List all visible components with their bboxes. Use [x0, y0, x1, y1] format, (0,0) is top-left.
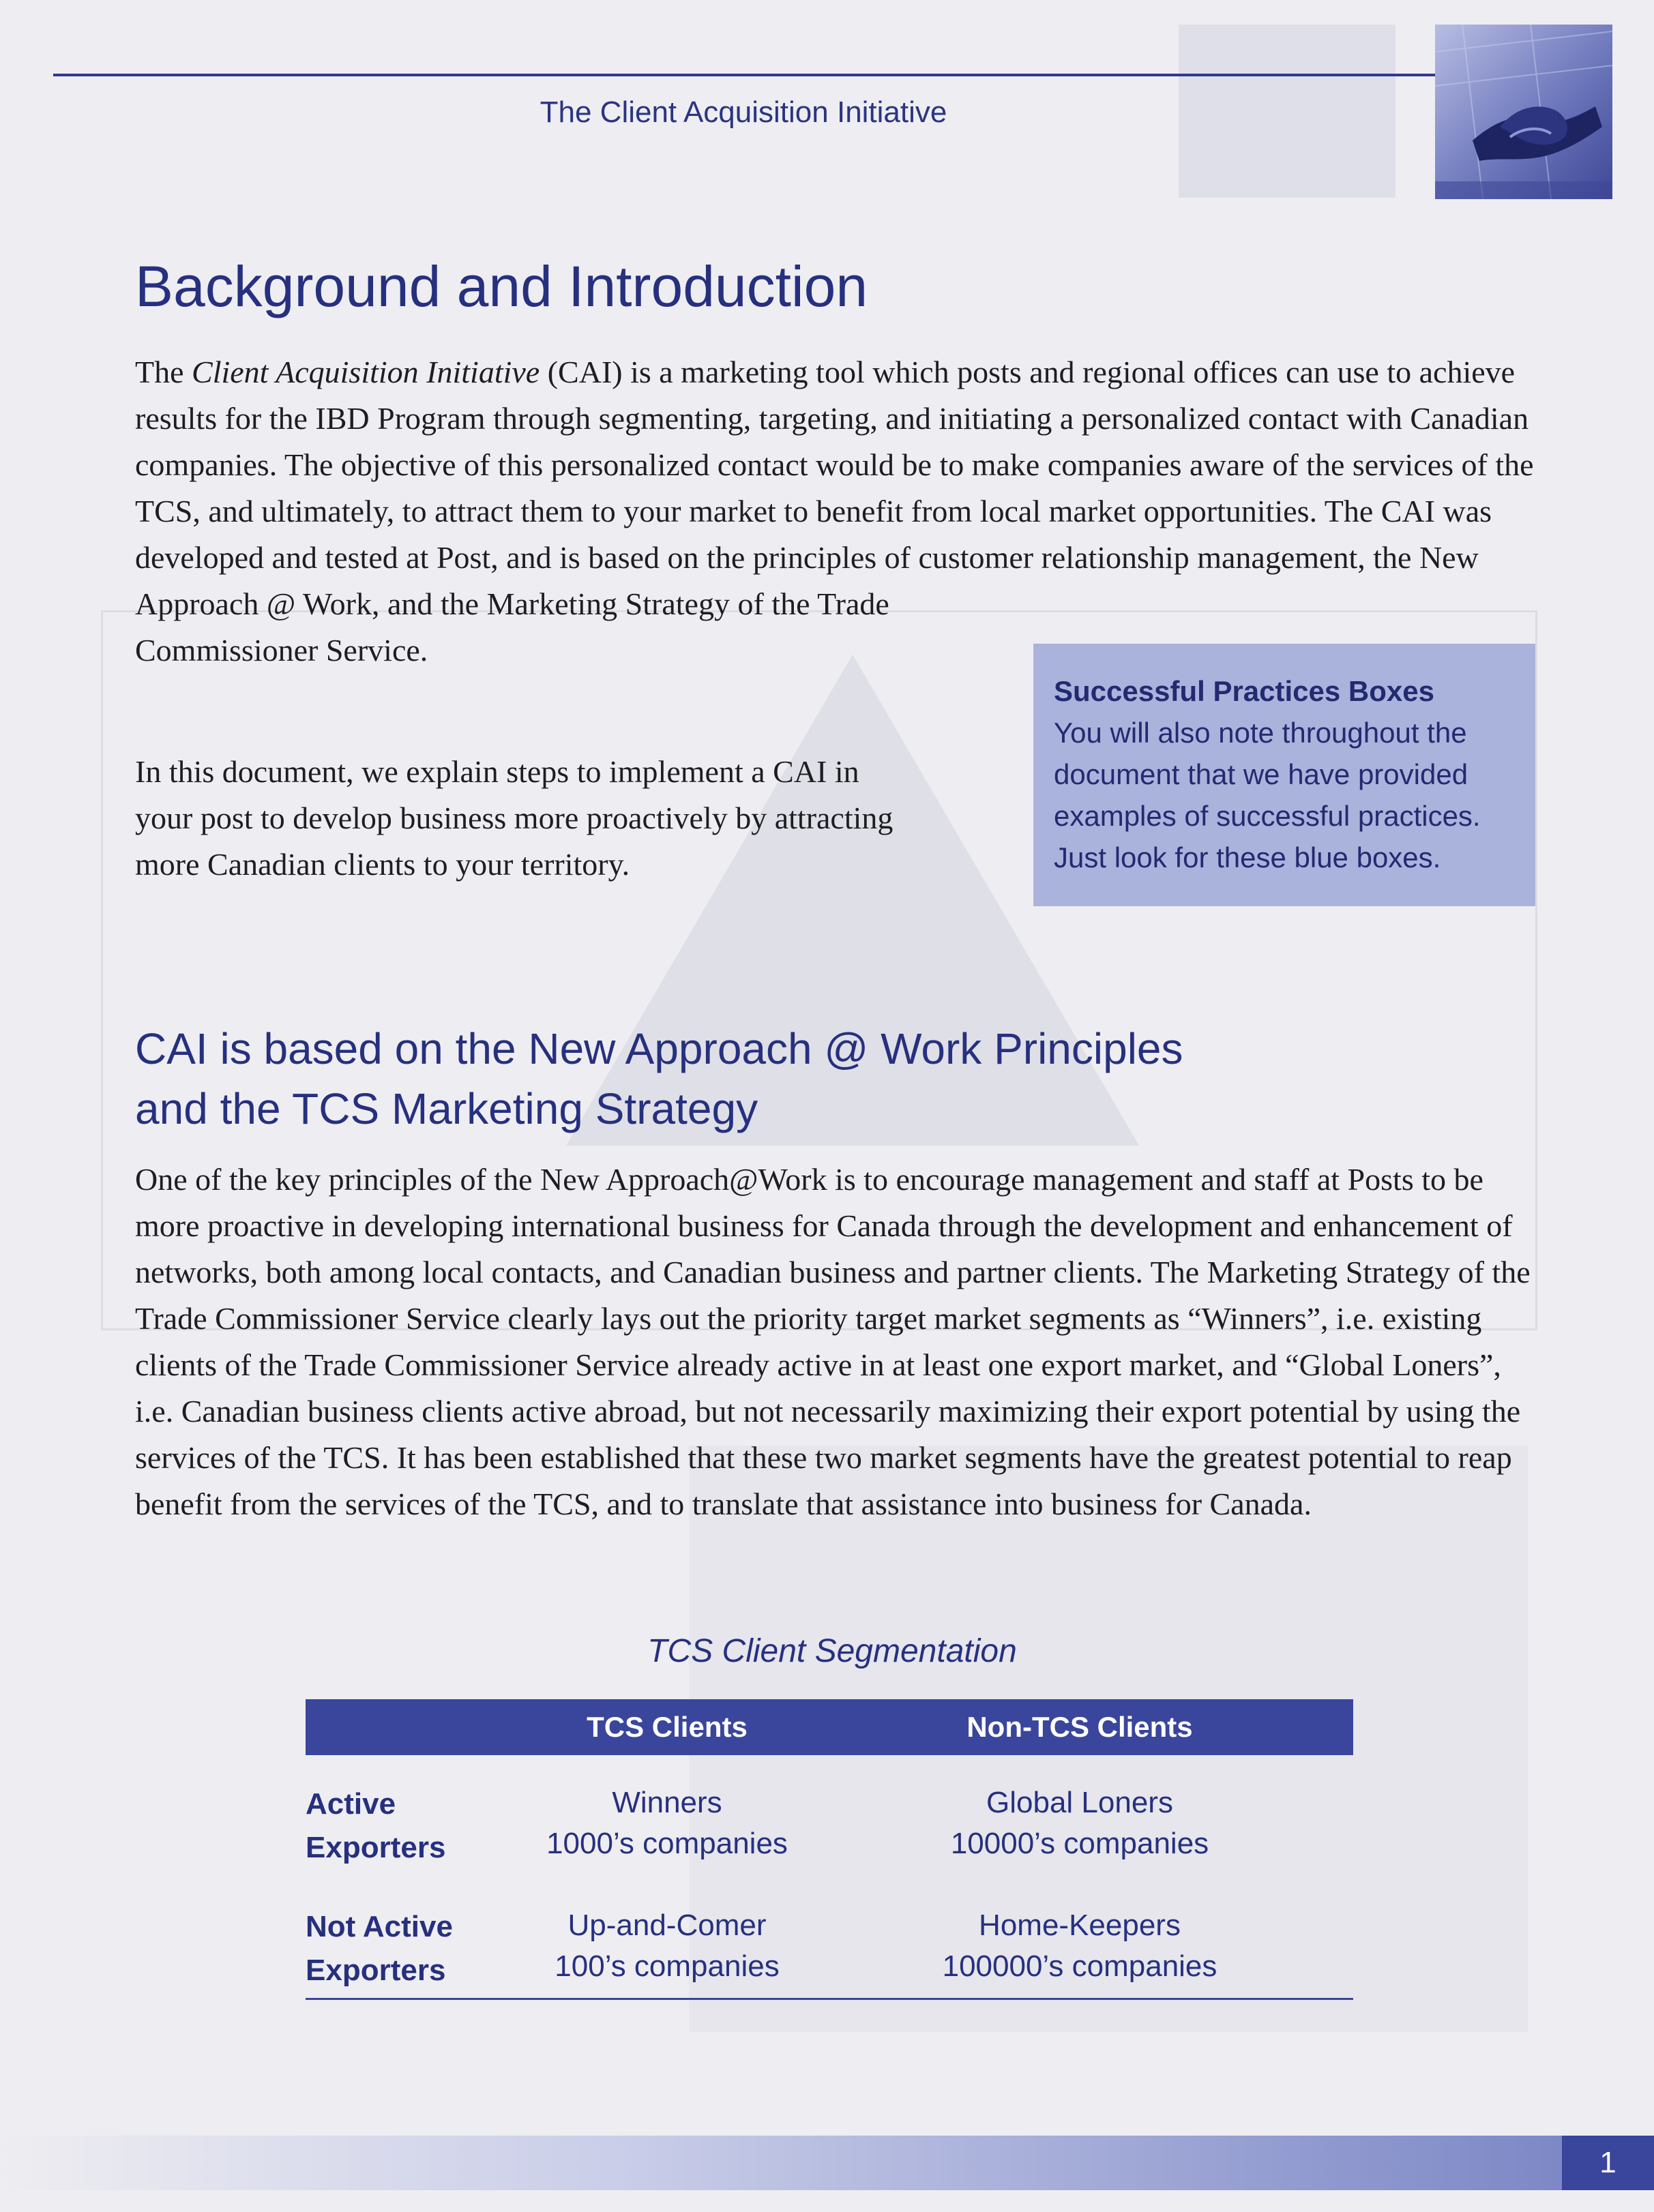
section-heading-cai-principles: [135, 1019, 1183, 1139]
segmentation-bottom-rule: [306, 1998, 1353, 2000]
segment-count: 10000’s companies: [950, 1827, 1209, 1860]
practices-box-body: You will also note throughout the document that we have provided examples of successful practices. Just look for these blue boxes.: [1054, 717, 1481, 873]
row-label-line1: Not Active: [306, 1910, 453, 1943]
column-header-tcs-clients: TCS Clients: [587, 1711, 748, 1743]
practices-box-title: Successful Practices Boxes: [1054, 675, 1434, 707]
segment-name: Global Loners: [986, 1786, 1173, 1819]
segment-count: 1000’s companies: [546, 1827, 788, 1860]
row-label-not-active-exporters: [306, 1905, 453, 1992]
body-paragraph: One of the key principles of the New Approach@Work is to encourage management and staff at Posts to be more proactive in developing international business for Canada through the development and enhancement of networks, both among local contacts, and Canadian business and partner clients. The Marketing Strategy of the Trade Commissioner Service clearly lays out the priority target market segments as “Winners”, i.e. existing clients of the Trade Commissioner Service already active in at least one export market, and “Global Loners”, i.e. Canadian business clients active abroad, but not necessarily maximizing their export potential by using the services of the TCS. It has been established that these two market segments have the greatest potential to reap benefit from the services of the TCS, and to translate that assistance into business for Canada.: [135, 1162, 1531, 1521]
heading2-line2: and the TCS Marketing Strategy: [135, 1084, 758, 1133]
header-rule: [53, 74, 1438, 76]
segment-count: 100000’s companies: [942, 1949, 1217, 1983]
segment-count: 100’s companies: [555, 1949, 780, 1983]
segmentation-caption: TCS Client Segmentation: [647, 1633, 1017, 1669]
intro-paragraph-2: In this document, we explain steps to implement a CAI in your post to develop business more proactively by attracting more Canadian clients to your territory.: [135, 754, 894, 882]
intro-paragraph-1: [135, 349, 1540, 581]
handshake-icon: [1435, 25, 1612, 199]
heading2-line1: CAI is based on the New Approach @ Work Principles: [135, 1024, 1183, 1073]
intro-paragraph-1-tail: Approach @ Work, and the Marketing Strategy of the Trade Commissioner Service.: [135, 586, 889, 668]
row-label-line2: Exporters: [306, 1954, 446, 1987]
table-row: [306, 1782, 1353, 1871]
segmentation-header-row: [306, 1699, 1353, 1755]
cell-home-keepers: [930, 1905, 1230, 1987]
table-row: [306, 1905, 1353, 1994]
successful-practices-box: [1033, 644, 1535, 906]
cell-global-loners: [930, 1782, 1230, 1864]
cell-winners: [517, 1782, 817, 1864]
segment-name: Home-Keepers: [979, 1909, 1181, 1942]
intro-body: (CAI) is a marketing tool which posts and regional offices can use to achieve results for the IBD Program through segmenting, targeting, and initiating a personalized contact with Canadian companies. The objective of this personalized contact would be to make companies aware of the services of the TCS, and ultimately, to attract them to your market to benefit from local market opportunities. The CAI was developed and tested at Post, and is based on the principles of customer relationship management, the New: [135, 355, 1534, 575]
section-heading-background: Background and Introduction: [135, 254, 868, 318]
cell-up-and-comer: [517, 1905, 817, 1987]
page-number: 1: [1562, 2136, 1654, 2190]
header-title: The Client Acquisition Initiative: [540, 95, 947, 129]
footer-bar: [0, 2136, 1562, 2190]
intro-prefix: The: [135, 355, 192, 389]
column-header-non-tcs-clients: Non-TCS Clients: [966, 1711, 1193, 1743]
segment-name: Winners: [612, 1786, 722, 1819]
row-label-active-exporters: [306, 1782, 445, 1870]
row-label-line2: Exporters: [306, 1831, 446, 1864]
row-label-line1: Active: [306, 1787, 396, 1821]
intro-italic-title: Client Acquisition Initiative: [192, 355, 540, 389]
segment-name: Up-and-Comer: [567, 1909, 767, 1942]
